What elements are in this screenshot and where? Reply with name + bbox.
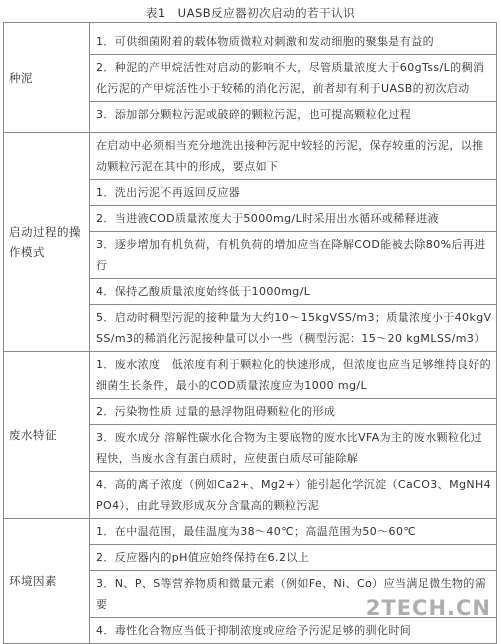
- list-item: 3．废水成分 溶解性碳水化合物为主要底物的废水比VFA为主的废水颗粒化过程快，当废水含有蛋白质时，应使蛋白质尽可能除解: [90, 424, 496, 471]
- content-cell: [90, 23, 497, 133]
- list-item: 1．在中温范围，最佳温度为38～40℃；高温范围为50～60℃: [96, 525, 417, 538]
- list-item: 2．污染物性质 过量的悬浮物阻碍颗粒化的形成: [90, 398, 496, 424]
- table-row: [4, 23, 497, 133]
- list-item: 3．逐步增加有机负荷，有机负荷的增加应当在降解COD能被去除80%后再进行: [90, 231, 496, 278]
- category-cell: 种泥: [4, 23, 90, 133]
- list-item: 2．当进液COD质量浓度大于5000mg/L时采用出水循环或稀释进液: [90, 205, 496, 231]
- startup-table: [3, 22, 497, 644]
- watermark: 2TECH.CN: [365, 596, 491, 620]
- list-item: 5．启动时稠型污泥的接种量为大约10～15kgVSS/m3；质量浓度小于40kgVSS/m3的稀消化污泥接种量可以小一些（稠型污泥：15～20 kgMLSS/m3）: [90, 304, 496, 351]
- table-row: [4, 352, 497, 519]
- list-item: 在启动中必须相当充分地洗出接种污泥中较轻的污泥，保存较重的污泥，以推动颗粒污泥在其中的形成，要点如下: [96, 139, 484, 173]
- list-item: 2．反应器内的pH值应始终保持在6.2以上: [90, 544, 496, 570]
- table-row: [4, 133, 497, 352]
- category-cell: 环境因素: [4, 519, 90, 644]
- category-cell: 废水特征: [4, 352, 90, 519]
- list-item: 4．毒性化合物应当低于抑制浓度或应给予污泥足够的驯化时间: [90, 617, 496, 643]
- content-cell: [90, 352, 497, 519]
- content-cell: [90, 133, 497, 352]
- list-item: 1．废水浓度 低浓度有利于颗粒化的快速形成，但浓度也应当足够维持良好的细菌生长条件，最小的COD质量浓度应为1000 mg/L: [96, 358, 491, 392]
- list-item: 2．种泥的产甲烷活性对启动的影响不大，尽管质量浓度大于60gTss/L的稠消化污泥的产甲烷活性小于较稀的消化污泥，前者却有利于UASB的初次启动: [90, 54, 496, 101]
- list-item: 4．高的离子浓度（例如Ca2+、Mg2+）能引起化学沉淀（CaCO3、MgNH4PO4），由此导致形成灰分含量高的颗粒污泥: [90, 471, 496, 518]
- list-item: 3．添加部分颗粒污泥或破碎的颗粒污泥，也可提高颗粒化过程: [90, 101, 496, 127]
- table-title: 表1 UASB反应器初次启动的若干认识: [145, 6, 356, 20]
- list-item: 4．保持乙酸质量浓度始终低于1000mg/L: [90, 278, 496, 304]
- list-item: 3．N、P、S等营养物质和微量元素（例如Fe、Ni、Co）应当满足微生物的需要: [90, 570, 496, 617]
- list-item: 1．可供细菌附着的载体物质微粒对刺激和发动细胞的聚集是有益的: [96, 34, 434, 48]
- category-cell: 启动过程的操作模式: [4, 133, 90, 352]
- list-item: 1．洗出污泥不再返回反应器: [90, 179, 496, 205]
